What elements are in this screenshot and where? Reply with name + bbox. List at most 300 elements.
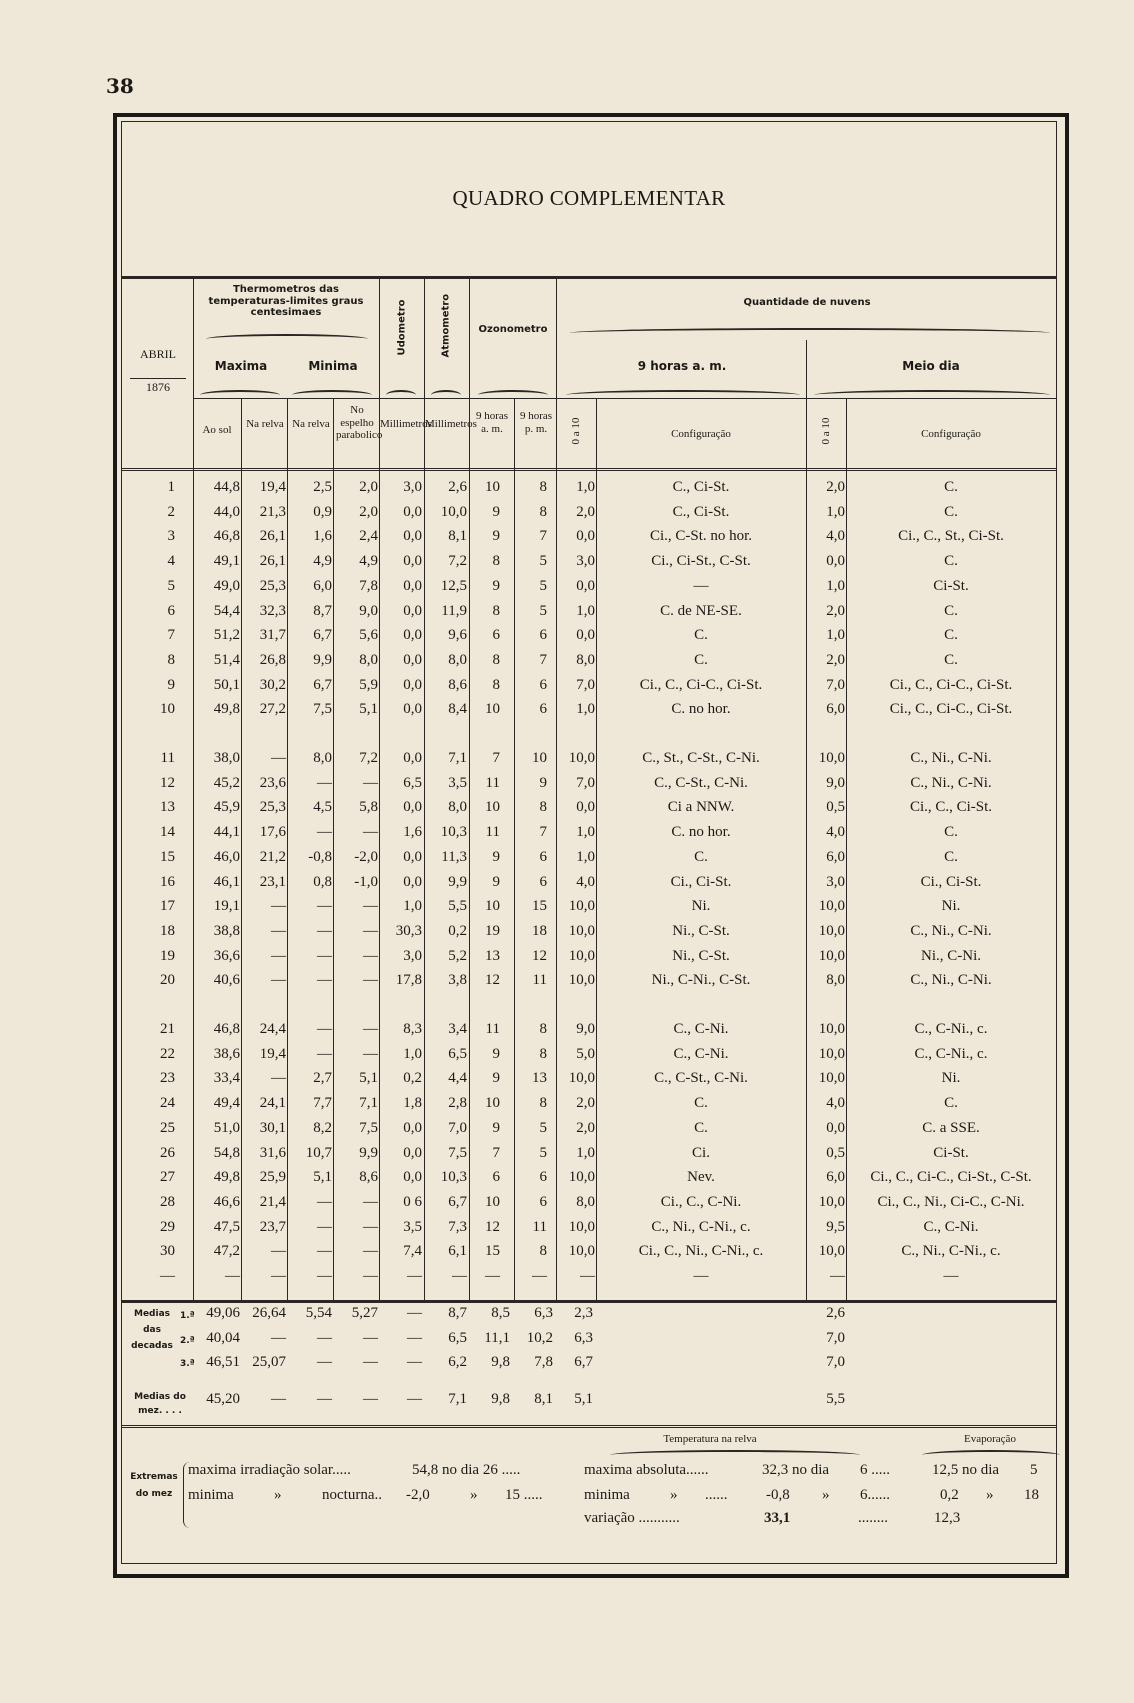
- config-1-label: Configuração: [671, 428, 731, 440]
- cell-config-md: C., C-Ni., c.: [914, 1021, 988, 1037]
- ext-l3a: variação ...........: [584, 1510, 680, 1526]
- cell-oz-pm: 5: [539, 602, 547, 619]
- ozonometro-heading: Ozonometro: [478, 324, 548, 335]
- cell-config-am: Ni., C-St.: [672, 947, 730, 964]
- cell-config-am: C., Ci-St.: [672, 479, 730, 495]
- cell-nuvens-md: —: [830, 1268, 845, 1284]
- cell-ao-sol: 44,8: [213, 479, 240, 495]
- cell-atmometro: 2,8: [448, 1095, 467, 1112]
- cell-nuvens-md: 10,0: [818, 1243, 845, 1260]
- ext-l2g: minima: [584, 1487, 630, 1503]
- cell-oz-am: 10: [485, 1193, 500, 1210]
- cell-relva-max: 23,6: [259, 774, 286, 791]
- cell-config-am: C., C-St., C-Ni.: [654, 774, 748, 791]
- cell-atmometro: 8,4: [448, 701, 467, 718]
- cell-oz-pm: 6: [539, 1169, 547, 1186]
- decada-2-label: 2.ª: [180, 1336, 195, 1346]
- cell-nuvens-am: 2,0: [576, 1095, 595, 1112]
- cell-config-am: C., Ni., C-Ni., c.: [651, 1218, 751, 1235]
- cell-relva-min: —: [317, 1218, 332, 1235]
- cell-oz-pm: 11: [532, 1218, 547, 1235]
- cell-day: 22: [160, 1045, 175, 1062]
- medias-cell: 7,8: [534, 1354, 553, 1370]
- cell-relva-max: 30,2: [259, 676, 286, 693]
- cell-day: 20: [160, 972, 175, 989]
- cell-oz-am: 13: [485, 947, 500, 964]
- cell-udometro: 0,2: [403, 1070, 422, 1087]
- cell-oz-am: 9: [492, 1119, 500, 1136]
- cell-nuvens-am: 1,0: [576, 824, 595, 841]
- cell-nuvens-md: 0,5: [826, 1144, 845, 1161]
- cell-relva-max: —: [271, 1243, 286, 1260]
- cell-day: 25: [160, 1119, 175, 1136]
- cell-relva-max: —: [271, 922, 286, 939]
- cell-relva-min: —: [317, 898, 332, 915]
- cell-relva-min: —: [317, 972, 332, 989]
- cell-config-am: C. no hor.: [671, 701, 731, 718]
- cell-day: 9: [167, 676, 175, 693]
- cell-relva-min: —: [317, 824, 332, 841]
- ext-l2c: nocturna..: [322, 1487, 382, 1503]
- cell-relva-max: 19,4: [259, 479, 286, 495]
- cell-config-md: C.: [944, 627, 958, 644]
- decada-1-label: 1.ª: [180, 1311, 195, 1321]
- cell-oz-am: 10: [485, 701, 500, 718]
- cell-config-am: C. de NE-SE.: [660, 602, 742, 619]
- medias-cell: —: [317, 1330, 332, 1346]
- cell-nuvens-am: 0,0: [576, 577, 595, 594]
- cell-udometro: 6,5: [403, 774, 422, 791]
- cell-oz-am: 6: [492, 627, 500, 644]
- cell-ao-sol: 51,0: [213, 1119, 240, 1136]
- cell-nuvens-md: 1,0: [826, 577, 845, 594]
- cell-oz-am: 9: [492, 577, 500, 594]
- cell-atmometro: 11,3: [441, 848, 467, 865]
- medias-cell: 11,1: [484, 1330, 510, 1346]
- cell-oz-pm: 6: [539, 873, 547, 890]
- cell-ao-sol: 38,0: [213, 750, 240, 766]
- medias-cell: —: [271, 1391, 286, 1407]
- medias-cell: 5,5: [826, 1391, 845, 1407]
- cell-nuvens-md: 8,0: [826, 972, 845, 989]
- cell-oz-am: 10: [485, 479, 500, 495]
- cell-udometro: 7,4: [403, 1243, 422, 1260]
- cell-config-am: C., Ci-St.: [672, 503, 730, 520]
- cell-udometro: 0,0: [403, 676, 422, 693]
- cell-udometro: 17,8: [395, 972, 422, 989]
- cell-udometro: 0,0: [403, 602, 422, 619]
- cell-day: —: [160, 1268, 175, 1284]
- cell-config-md: Ci., C., Ni., Ci-C., C-Ni.: [877, 1193, 1025, 1210]
- page-title: QUADRO COMPLEMENTAR: [452, 186, 726, 210]
- cell-relva-min: 6,7: [313, 676, 332, 693]
- medias-cell: —: [317, 1354, 332, 1370]
- zero-dez-1-label: 0 a 10: [570, 417, 582, 445]
- cell-nuvens-md: 9,5: [826, 1218, 845, 1235]
- atmometro-heading: Atmometro: [440, 293, 452, 358]
- cell-espelho: 5,1: [359, 701, 378, 718]
- cell-nuvens-md: 4,0: [826, 824, 845, 841]
- cell-day: 12: [160, 774, 175, 791]
- cell-oz-pm: 6: [539, 676, 547, 693]
- cell-atmometro: 7,1: [448, 750, 467, 766]
- cell-oz-pm: 6: [539, 848, 547, 865]
- cell-atmometro: 12,5: [440, 577, 467, 594]
- cell-nuvens-am: 0,0: [576, 528, 595, 545]
- cell-oz-am: 15: [485, 1243, 500, 1260]
- cell-config-md: Ni.: [941, 1070, 961, 1087]
- cell-nuvens-md: 2,0: [826, 479, 845, 495]
- cell-relva-max: —: [271, 898, 286, 915]
- cell-udometro: 0,0: [403, 848, 422, 865]
- cell-config-am: C., C-St., C-Ni.: [654, 1070, 748, 1087]
- cell-ao-sol: 47,5: [213, 1218, 240, 1235]
- cell-udometro: 0,0: [403, 1169, 422, 1186]
- ext-l1c: maxima absoluta......: [584, 1462, 709, 1478]
- medias-cell: 7,1: [448, 1391, 467, 1407]
- medias-cell: 7,0: [826, 1330, 845, 1346]
- cell-day: 5: [167, 577, 175, 594]
- cell-day: 29: [160, 1218, 175, 1235]
- medias-cell: 26,64: [252, 1305, 286, 1321]
- cell-espelho: 8,0: [359, 651, 378, 668]
- cell-udometro: 0,0: [403, 873, 422, 890]
- cell-day: 10: [160, 701, 175, 718]
- cell-ao-sol: 46,6: [213, 1193, 240, 1210]
- cell-espelho: —: [363, 774, 378, 791]
- cell-atmometro: 7,0: [448, 1119, 467, 1136]
- cell-config-am: Ci a NNW.: [667, 799, 735, 816]
- cell-oz-am: 8: [492, 651, 500, 668]
- cell-nuvens-md: 6,0: [826, 1169, 845, 1186]
- cell-relva-min: 0,8: [313, 873, 332, 890]
- medias-cell: 46,51: [206, 1354, 240, 1370]
- cell-config-am: C. no hor.: [671, 824, 731, 841]
- cell-config-md: C.: [944, 824, 958, 841]
- cell-config-md: Ci-St.: [933, 577, 969, 594]
- cell-udometro: —: [407, 1268, 422, 1284]
- medias-cell: —: [271, 1330, 286, 1346]
- ext-l2b: »: [274, 1487, 282, 1503]
- cell-config-am: —: [693, 577, 709, 594]
- cell-config-md: Ci-St.: [933, 1144, 969, 1161]
- col-evap-brace: [922, 1450, 1060, 1460]
- cell-espelho: —: [363, 947, 378, 964]
- cell-oz-pm: 7: [539, 528, 547, 545]
- maxima-brace: [200, 390, 280, 400]
- cell-nuvens-md: 10,0: [818, 1070, 845, 1087]
- cell-oz-pm: 12: [532, 947, 547, 964]
- milli-atmometro-label: Millimetros: [425, 418, 477, 430]
- atmometro-brace: [431, 390, 461, 400]
- cell-day: 8: [167, 651, 175, 668]
- cell-config-am: Nev.: [687, 1169, 715, 1186]
- cell-relva-min: —: [317, 1193, 332, 1210]
- cell-config-md: C.: [944, 553, 958, 570]
- cell-oz-pm: 8: [539, 1021, 547, 1037]
- medias-cell: 2,6: [826, 1305, 845, 1321]
- cell-relva-min: —: [317, 922, 332, 939]
- cell-nuvens-am: 3,0: [576, 553, 595, 570]
- cell-config-am: C.: [694, 848, 708, 865]
- cell-nuvens-md: 2,0: [826, 651, 845, 668]
- cell-relva-max: 21,2: [259, 848, 286, 865]
- cell-udometro: 0,0: [403, 799, 422, 816]
- cell-nuvens-am: 8,0: [576, 651, 595, 668]
- cell-espelho: —: [363, 1045, 378, 1062]
- medias-cell: 25,07: [252, 1354, 286, 1370]
- cell-nuvens-am: 4,0: [576, 873, 595, 890]
- ext-l2h: »: [670, 1487, 678, 1503]
- cell-oz-pm: 9: [539, 774, 547, 791]
- nuvens-brace: [570, 328, 1050, 338]
- cell-config-md: C., C-Ni.: [923, 1218, 979, 1235]
- medias-cell: —: [407, 1305, 422, 1321]
- cell-espelho: 2,4: [359, 528, 378, 545]
- cell-config-md: —: [943, 1268, 959, 1284]
- cell-udometro: 0,0: [403, 553, 422, 570]
- cell-atmometro: 6,7: [448, 1193, 467, 1210]
- cell-nuvens-md: 10,0: [818, 922, 845, 939]
- cell-config-md: Ci., C., Ci-C., Ci-St.: [889, 701, 1013, 718]
- cell-relva-max: 25,3: [259, 577, 286, 594]
- cell-relva-min: 6,0: [313, 577, 332, 594]
- header-bottom-rule: [121, 468, 1057, 471]
- medias-top-rule: [121, 1300, 1057, 1303]
- medias-cell: 5,54: [305, 1305, 332, 1321]
- year-label: 1876: [130, 378, 186, 395]
- cell-oz-pm: 8: [539, 1243, 547, 1260]
- ozonometro-brace: [478, 390, 548, 400]
- cell-nuvens-am: 1,0: [576, 1144, 595, 1161]
- cell-oz-pm: 11: [532, 972, 547, 989]
- cell-config-md: C., C-Ni., c.: [914, 1045, 988, 1062]
- cell-day: 17: [160, 898, 175, 915]
- cell-relva-max: 26,1: [259, 528, 286, 545]
- cell-relva-max: 21,4: [259, 1193, 286, 1210]
- nove-horas-brace: [566, 390, 800, 400]
- cell-nuvens-am: 9,0: [576, 1021, 595, 1037]
- cell-udometro: 0,0: [403, 750, 422, 766]
- cell-nuvens-md: 10,0: [818, 750, 845, 766]
- udometro-heading: Udometro: [396, 299, 408, 356]
- na-relva-max-label: Na relva: [246, 418, 284, 430]
- cell-config-md: Ni.: [941, 898, 961, 915]
- ext-l2i: ......: [705, 1487, 728, 1503]
- cell-oz-am: 11: [485, 774, 500, 791]
- cell-oz-pm: 18: [532, 922, 547, 939]
- cell-oz-pm: 10: [532, 750, 547, 766]
- cell-udometro: 3,5: [403, 1218, 422, 1235]
- cell-relva-min: 10,7: [305, 1144, 332, 1161]
- cell-config-md: C.: [944, 503, 958, 520]
- cell-atmometro: 8,0: [448, 799, 467, 816]
- ao-sol-label: Ao sol: [202, 424, 232, 436]
- cell-relva-max: 27,2: [259, 701, 286, 718]
- cell-espelho: 7,8: [359, 577, 378, 594]
- ext-l3c: ........: [858, 1510, 888, 1526]
- cell-relva-min: —: [317, 774, 332, 791]
- cell-espelho: —: [363, 1218, 378, 1235]
- cell-oz-pm: 5: [539, 553, 547, 570]
- cell-day: 6: [167, 602, 175, 619]
- cell-relva-max: 23,7: [259, 1218, 286, 1235]
- cell-espelho: 7,5: [359, 1119, 378, 1136]
- cell-ao-sol: 49,4: [213, 1095, 240, 1112]
- cell-espelho: —: [363, 972, 378, 989]
- cell-ao-sol: 49,8: [213, 1169, 240, 1186]
- cell-nuvens-am: 2,0: [576, 1119, 595, 1136]
- cell-config-md: Ci., C., St., Ci-St.: [898, 528, 1004, 545]
- cell-relva-min: 7,5: [313, 701, 332, 718]
- cell-atmometro: 3,8: [448, 972, 467, 989]
- cell-oz-am: 8: [492, 553, 500, 570]
- cell-relva-max: 26,1: [259, 553, 286, 570]
- oz-pm-label: 9 horas p. m.: [519, 410, 553, 435]
- ext-l2f: 15 .....: [505, 1487, 543, 1503]
- cell-config-md: Ci., Ci-St.: [920, 873, 982, 890]
- cell-espelho: 5,8: [359, 799, 378, 816]
- cell-nuvens-am: 7,0: [576, 676, 595, 693]
- medias-mez-label: Medias do mez. . . .: [134, 1392, 186, 1416]
- ext-l2m: 0,2: [940, 1487, 959, 1503]
- cell-config-md: Ci., C., Ci-St.: [909, 799, 993, 816]
- meio-dia-brace: [814, 390, 1050, 400]
- cell-nuvens-md: 0,5: [826, 799, 845, 816]
- cell-oz-am: 9: [492, 873, 500, 890]
- cell-oz-am: 9: [492, 1070, 500, 1087]
- cell-ao-sol: 33,4: [213, 1070, 240, 1087]
- ext-l2n: »: [986, 1487, 994, 1503]
- cell-udometro: 1,0: [403, 898, 422, 915]
- cell-espelho: 5,6: [359, 627, 378, 644]
- cell-udometro: 0,0: [403, 1119, 422, 1136]
- cell-udometro: 0,0: [403, 627, 422, 644]
- cell-udometro: 0,0: [403, 1144, 422, 1161]
- cell-relva-max: —: [271, 972, 286, 989]
- cell-oz-am: 8: [492, 602, 500, 619]
- cell-config-am: —: [693, 1268, 709, 1284]
- cell-espelho: 9,0: [359, 602, 378, 619]
- cell-oz-am: 9: [492, 528, 500, 545]
- cell-config-am: Ci., C., Ci-C., Ci-St.: [639, 676, 763, 693]
- medias-cell: 6,5: [448, 1330, 467, 1346]
- cell-relva-max: —: [271, 1268, 286, 1284]
- cell-atmometro: 3,4: [448, 1021, 467, 1037]
- cell-atmometro: 7,3: [448, 1218, 467, 1235]
- medias-cell: —: [317, 1391, 332, 1407]
- cell-config-md: C., Ni., C-Ni.: [910, 972, 992, 989]
- cell-oz-pm: 8: [539, 503, 547, 520]
- medias-cell: 5,1: [574, 1391, 593, 1407]
- cell-config-am: Ni., C-Ni., C-St.: [651, 972, 751, 989]
- cell-udometro: 0,0: [403, 528, 422, 545]
- medias-cell: —: [407, 1354, 422, 1370]
- cell-udometro: 3,0: [403, 479, 422, 495]
- cell-espelho: 5,1: [359, 1070, 378, 1087]
- cell-atmometro: 3,5: [448, 774, 467, 791]
- cell-atmometro: 9,9: [448, 873, 467, 890]
- cell-relva-min: 5,1: [313, 1169, 332, 1186]
- cell-config-am: Ci., C., C-Ni.: [660, 1193, 742, 1210]
- cell-nuvens-md: 0,0: [826, 553, 845, 570]
- cell-day: 4: [167, 553, 175, 570]
- cell-ao-sol: 45,9: [213, 799, 240, 816]
- cell-udometro: 30,3: [395, 922, 422, 939]
- cell-nuvens-am: 7,0: [576, 774, 595, 791]
- ext-l3b: 33,1: [764, 1510, 791, 1526]
- cell-espelho: 9,9: [359, 1144, 378, 1161]
- cell-udometro: 8,3: [403, 1021, 422, 1037]
- cell-ao-sol: —: [225, 1268, 240, 1284]
- cell-day: 15: [160, 848, 175, 865]
- meio-dia-heading: Meio dia: [902, 359, 960, 373]
- cell-oz-pm: 8: [539, 479, 547, 495]
- cell-nuvens-am: 10,0: [568, 1243, 595, 1260]
- cell-relva-min: —: [317, 1243, 332, 1260]
- cell-config-am: Ci., C., Ni., C-Ni., c.: [638, 1243, 764, 1260]
- cell-config-md: C.: [944, 651, 958, 668]
- cell-nuvens-am: 1,0: [576, 848, 595, 865]
- cell-day: 18: [160, 922, 175, 939]
- cell-oz-pm: 6: [539, 701, 547, 718]
- cell-nuvens-md: 10,0: [818, 1021, 845, 1037]
- cell-relva-min: 1,6: [313, 528, 332, 545]
- cell-oz-am: 12: [485, 972, 500, 989]
- cell-relva-max: 23,1: [259, 873, 286, 890]
- cell-ao-sol: 44,0: [213, 503, 240, 520]
- cell-nuvens-md: 1,0: [826, 627, 845, 644]
- cell-day: 1: [167, 479, 175, 495]
- cell-nuvens-md: 7,0: [826, 676, 845, 693]
- cell-espelho: —: [363, 1268, 378, 1284]
- cell-relva-min: 8,0: [313, 750, 332, 766]
- cell-config-am: Ni., C-St.: [672, 922, 730, 939]
- cell-espelho: 7,1: [359, 1095, 378, 1112]
- cell-nuvens-md: 4,0: [826, 528, 845, 545]
- cell-nuvens-am: 1,0: [576, 602, 595, 619]
- cell-ao-sol: 47,2: [213, 1243, 240, 1260]
- ext-l2j: -0,8: [766, 1487, 790, 1503]
- cell-nuvens-md: 9,0: [826, 774, 845, 791]
- cell-day: 21: [160, 1021, 175, 1037]
- cell-atmometro: 8,1: [448, 528, 467, 545]
- cell-espelho: 4,9: [359, 553, 378, 570]
- cell-espelho: 8,6: [359, 1169, 378, 1186]
- cell-relva-min: 4,9: [313, 553, 332, 570]
- medias-cell: —: [363, 1354, 378, 1370]
- cell-relva-min: 2,5: [313, 479, 332, 495]
- cell-relva-min: —: [317, 1021, 332, 1037]
- cell-ao-sol: 49,8: [213, 701, 240, 718]
- cell-day: 2: [167, 503, 175, 520]
- cell-oz-am: 11: [485, 1021, 500, 1037]
- cell-config-md: Ni., C-Ni.: [921, 947, 981, 964]
- cell-config-am: C., C-Ni.: [673, 1045, 729, 1062]
- cell-udometro: 0,0: [403, 577, 422, 594]
- cell-relva-min: 0,9: [313, 503, 332, 520]
- medias-bottom-rule: [121, 1425, 1057, 1428]
- cell-ao-sol: 51,4: [213, 651, 240, 668]
- cell-nuvens-am: 0,0: [576, 627, 595, 644]
- cell-day: 26: [160, 1144, 175, 1161]
- cell-config-md: C.: [944, 1095, 958, 1112]
- cell-nuvens-md: 10,0: [818, 1193, 845, 1210]
- medias-cell: 8,7: [448, 1305, 467, 1321]
- cell-atmometro: 7,5: [448, 1144, 467, 1161]
- medias-cell: —: [407, 1391, 422, 1407]
- cell-config-am: C.: [694, 1119, 708, 1136]
